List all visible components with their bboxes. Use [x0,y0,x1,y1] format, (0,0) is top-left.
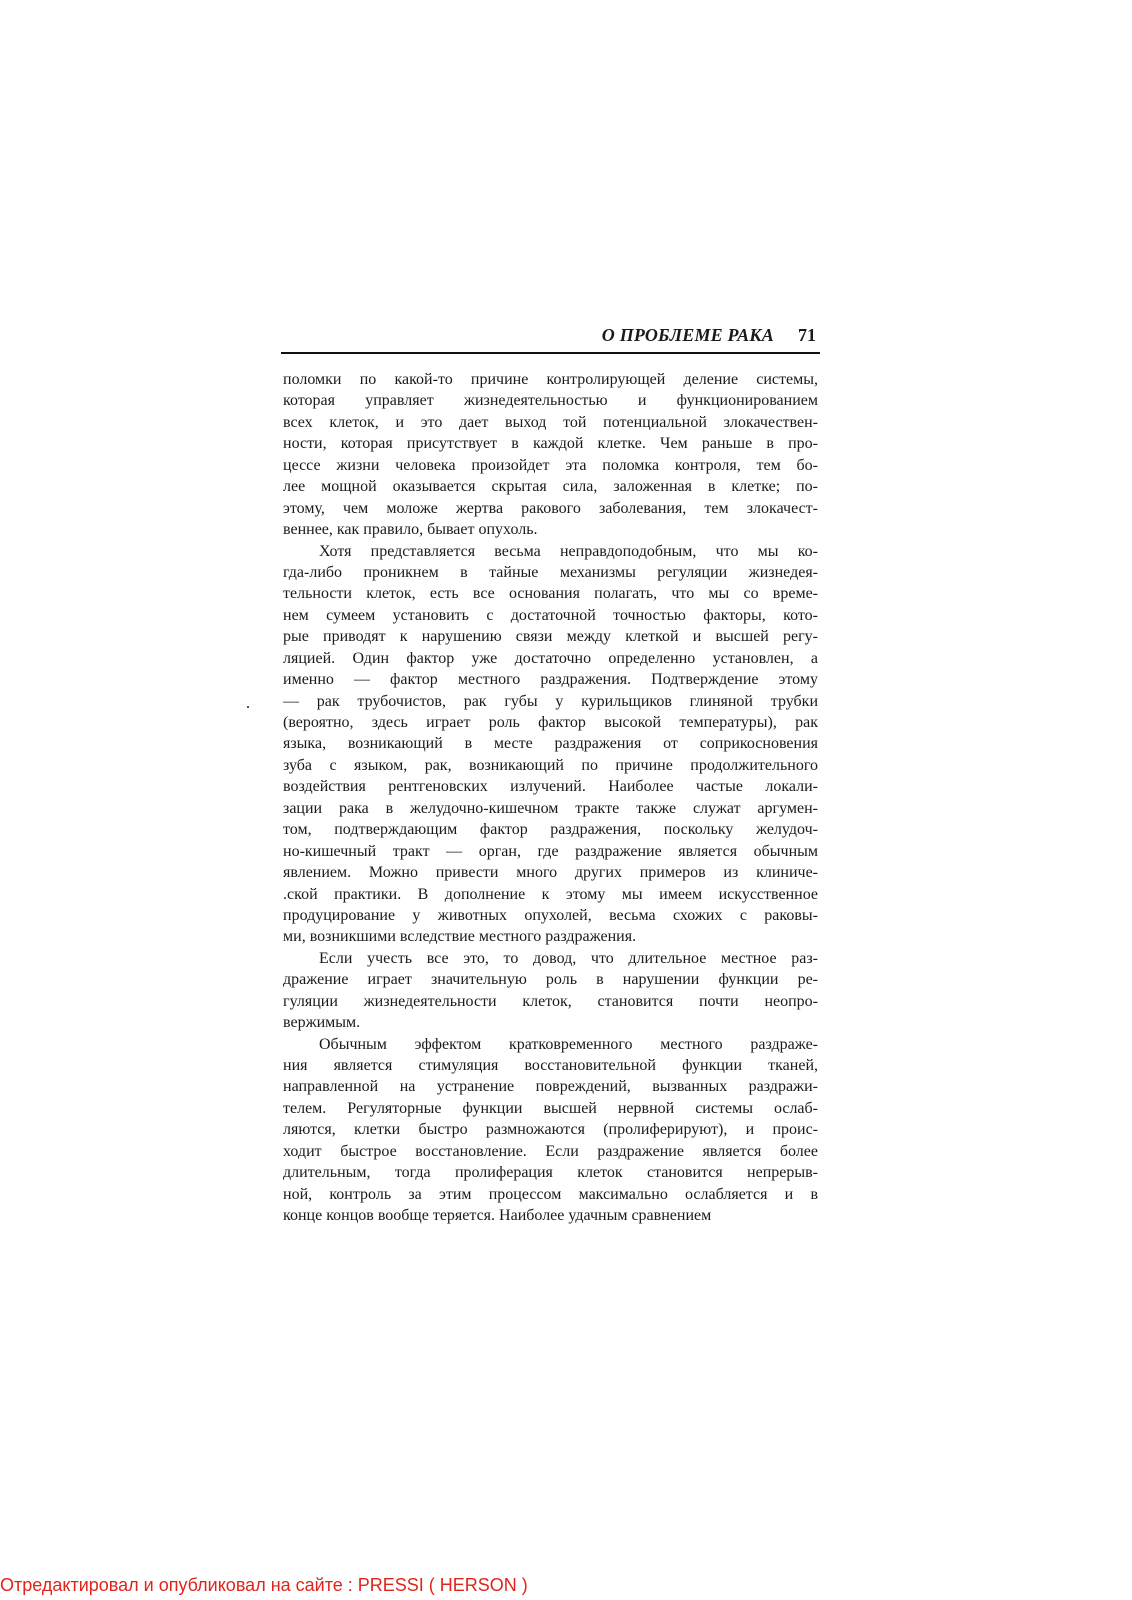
text-line: всех клеток, и это дает выход той потенциальной злокачествен- [283,413,818,431]
text-line: нем сумеем установить с достаточной точностью факторы, кото- [283,606,818,624]
text-line: явлением. Можно привести много других примеров из клиниче- [283,864,818,882]
text-line: конце концов вообще теряется. Наиболее удачным сравнением [283,1207,712,1225]
footer-credit: Отредактировал и опубликовал на сайте : PRESSI ( HERSON ) [0,1575,528,1595]
paragraph [283,948,818,1034]
text-line: ляцией. Один фактор уже достаточно определенно установлен, а [283,649,818,667]
text-line: ходит быстрое восстановление. Если раздражение является более [283,1142,818,1160]
text-line: Если учесть все это, то довод, что длительное местное раз- [319,949,818,967]
page-number: 71 [798,325,816,345]
text-line: направленной на устранение повреждений, вызванных раздражи- [283,1078,818,1096]
text-line: но-кишечный тракт — орган, где раздражение является обычным [283,842,818,860]
text-line: ми, возникшими вследствие местного раздражения. [283,928,637,946]
text-line: цессе жизни человека произойдет эта поломка контроля, тем бо- [283,456,818,474]
text-line: гуляции жизнедеятельности клеток, становится почти неопро- [283,992,818,1010]
paragraph [283,1034,818,1227]
text-line: этому, чем моложе жертва ракового заболевания, тем злокачест- [283,499,818,517]
text-line: Обычным эффектом кратковременного местного раздраже- [319,1035,818,1053]
text-line: продуцирование у животных опухолей, весьма схожих с раковы- [283,906,818,924]
text-line: том, подтверждающим фактор раздражения, поскольку желудоч- [283,821,818,839]
text-line: веннее, как правило, бывает опухоль. [283,521,538,539]
running-title: О ПРОБЛЕМЕ РАКА [601,325,774,345]
text-line: которая управляет жизнедеятельностью и функционированием [283,392,818,410]
paragraph [283,369,818,541]
page-header [283,325,818,351]
paragraph [283,541,818,948]
text-line: ной, контроль за этим процессом максимально ослабляется и в [283,1185,818,1203]
text-line: гда-либо проникнем в тайные механизмы регуляции жизнедея- [283,563,818,581]
text-line: зации рака в желудочно-кишечном тракте также служат аргумен- [283,799,818,817]
text-line: лее мощной оказывается скрытая сила, заложенная в клетке; по- [283,478,818,496]
text-line: дражение играет значительную роль в нарушении функции ре- [283,971,818,989]
header-rule [281,352,820,354]
text-line: длительным, тогда пролиферация клеток становится непрерыв- [283,1164,818,1182]
body-text [283,369,818,1227]
text-line: зуба с языком, рак, возникающий по причине продолжительного [283,756,818,774]
text-line: (вероятно, здесь играет роль фактор высокой температуры), рак [283,714,818,731]
text-line: именно — фактор местного раздражения. Подтверждение этому [283,671,818,689]
text-line: .ской практики. В дополнение к этому мы имеем искусственное [283,885,818,903]
text-line: Хотя представляется весьма неправдоподобным, что мы ко- [319,542,818,560]
text-line: воздействия рентгеновских излучений. Наиболее частые локали- [283,778,818,796]
stray-mark [247,706,249,708]
text-line: ния является стимуляция восстановительной функции тканей, [283,1057,818,1074]
text-line: — рак трубочистов, рак губы у курильщиков глиняной трубки [283,692,818,710]
text-line: языка, возникающий в месте раздражения от соприкосновения [283,735,818,753]
text-line: ности, которая присутствует в каждой клетке. Чем раньше в про- [283,435,818,453]
text-line: тельности клеток, есть все основания полагать, что мы со време- [283,585,818,603]
text-line: вержимым. [283,1014,361,1032]
text-line: ляются, клетки быстро размножаются (пролиферируют), и проис- [283,1121,818,1139]
text-line: поломки по какой-то причине контролирующей деление системы, [283,371,818,388]
text-line: телем. Регуляторные функции высшей нервной системы ослаб- [283,1099,818,1117]
text-line: рые приводят к нарушению связи между клеткой и высшей регу- [283,628,818,646]
